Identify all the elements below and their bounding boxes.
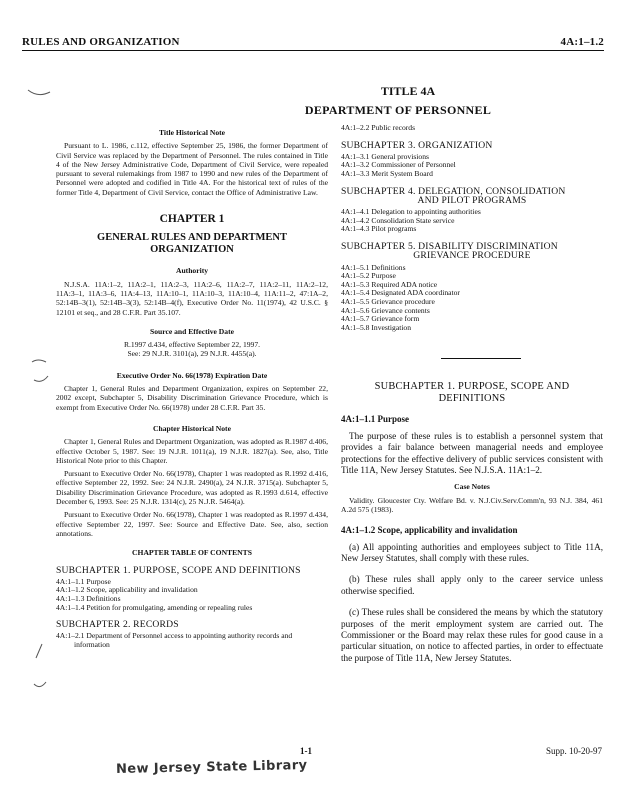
section-1-1-text: The purpose of these rules is to establish a personnel system that provides a fair balance between managerial needs and employee protections for the effective delivery of public services consistent with Title 11A, New Jersey Statutes. See N.J.S.A. 11A:1–2. <box>341 430 603 475</box>
toc-heading: CHAPTER TABLE OF CONTENTS <box>132 548 252 558</box>
title-historical-note-text: Pursuant to L. 1986, c.112, effective September 25, 1986, the former Department of Civil Service was replaced by the Department of Personnel. The rules contained in Title 4 of the New Jersey Administrative Code, Department of Civil Service, were repealed pursuant to several rulemakings from 1987 to 1990 and new rules of the Department of Personnel were adopted and codified in Title 4A. For the historical text of rules of the former Title 4, Department of Civil Service, contact the Office of Administrative Law. <box>56 141 328 197</box>
toc-subchapter-3-list <box>341 153 603 179</box>
toc-subchapter-1-heading: SUBCHAPTER 1. PURPOSE, SCOPE AND DEFINITIONS <box>56 564 301 576</box>
toc-subchapter-5-heading <box>341 242 603 261</box>
source-heading: Source and Effective Date <box>149 326 234 336</box>
header-left: RULES AND ORGANIZATION <box>22 36 180 48</box>
toc-item: 4A:1–4.2 Consolidation State service <box>341 215 455 225</box>
right-column <box>341 124 603 670</box>
authority-text: N.J.S.A. 11A:1–2, 11A:2–1, 11A:2–3, 11A:2–6, 11A:2–7, 11A:2–11, 11A:2–12, 11A:3–1, 11A:3–6, 11A:4–13, 11A:10–1, 11A:10–3, 11A:10–4, 11A:11–2, 47:1A–2, 52:14B–3(1), 52:14B–3(3), 52:14B–4(f), Executive Order No. 11(1974), 42 U.S.C. § 12101 et seq., and 28 C.F.R. Part 35.107. <box>56 279 328 317</box>
supplement-date: Supp. 10-20-97 <box>546 746 602 756</box>
header-right: 4A:1–1.2 <box>560 36 604 48</box>
toc-item: 4A:1–1.4 Petition for promulgating, amending or repealing rules <box>56 602 253 612</box>
chapter-historical-note-p3: Pursuant to Executive Order No. 66(1978), Chapter 1 was readopted as R.1997 d.434, effective September 22, 1997. See: Source and Effective Date. See, also, section annotations. <box>56 510 328 538</box>
chapter-title-line1: GENERAL RULES AND DEPARTMENT <box>97 232 287 244</box>
section-1-2-para-c: (c) These rules shall be considered the means by which the statutory purposes of the merit employment system are carried out. The Commissioner or the Board may relax these rules for good cause in a particular situation, on notice to affected parties, in order to effectuate the purpose of Title 11A, New Jersey Statutes. <box>341 607 603 663</box>
department-title: DEPARTMENT OF PERSONNEL <box>304 103 492 117</box>
toc-subchapter-4-heading <box>341 187 603 206</box>
source-line2: See: 29 N.J.R. 3101(a), 29 N.J.R. 4455(a). <box>127 349 257 359</box>
page-number: 1-1 <box>300 746 312 756</box>
eo-heading: Executive Order No. 66(1978) Expiration Date <box>116 370 268 380</box>
title-historical-note-heading: Title Historical Note <box>158 128 226 137</box>
margin-mark <box>32 640 52 690</box>
toc-item: 4A:1–5.3 Required ADA notice <box>341 279 438 289</box>
case-notes-text: Validity. Gloucester Cty. Welfare Bd. v. N.J.Civ.Serv.Comm'n, 93 N.J. 384, 461 A.2d 575 (1983). <box>341 495 603 514</box>
eo-text: Chapter 1, General Rules and Department Organization, expires on September 22, 2002 except, Subchapter 5, Disability Discrimination Grievance Procedure, which is exempt from Executive Order No. 66(1978) under 28 C.F.R. Part 35. <box>56 384 328 412</box>
toc-item: 4A:1–5.2 Purpose <box>341 271 396 281</box>
toc-subchapter-5-heading-line2: GRIEVANCE PROCEDURE <box>413 250 531 262</box>
toc-subchapter-4-heading-line1: SUBCHAPTER 4. DELEGATION, CONSOLIDATION <box>341 185 566 197</box>
toc-item: 4A:1–3.1 General provisions <box>341 151 429 161</box>
toc-item: 4A:1–1.2 Scope, applicability and invalidation <box>56 585 198 595</box>
source-lines <box>56 340 328 359</box>
toc-item: 4A:1–2.1 Department of Personnel access to appointing authority records and information <box>56 631 293 650</box>
section-1-2-para-a: (a) All appointing authorities and employees subject to Title 11A, New Jersey Statutes, shall comply with these rules. <box>341 541 603 563</box>
toc-subchapter-2-continued <box>341 124 603 133</box>
subchapter-1-heading <box>341 381 603 405</box>
toc-item: 4A:1–1.1 Purpose <box>56 576 111 586</box>
section-divider <box>441 358 521 359</box>
toc-item: 4A:1–3.3 Merit System Board <box>341 169 433 179</box>
section-1-1-title: 4A:1–1.1 Purpose <box>341 414 409 425</box>
toc-subchapter-1-list <box>56 578 328 612</box>
toc-item: 4A:1–1.3 Definitions <box>56 593 121 603</box>
toc-item: 4A:1–4.1 Delegation to appointing authorities <box>341 207 481 217</box>
running-header <box>22 34 604 48</box>
library-stamp: New Jersey State Library <box>115 757 308 778</box>
chapter-historical-note-heading: Chapter Historical Note <box>153 423 231 433</box>
toc-item: 4A:1–5.1 Definitions <box>341 262 406 272</box>
section-1-2-para-b: (b) These rules shall apply only to the career service unless otherwise specified. <box>341 574 603 596</box>
toc-subchapter-4-list <box>341 208 603 234</box>
chapter-title-line2: ORGANIZATION <box>150 244 234 256</box>
margin-mark <box>26 86 52 100</box>
chapter-title <box>56 232 328 256</box>
chapter-historical-note-p2: Pursuant to Executive Order No. 66(1978), Chapter 1 was readopted as R.1992 d.416, effective September 22, 1992. See: 24 N.J.R. 2490(a), 24 N.J.R. 3715(a). Subchapter 5, Disability Discrimination Grievance Procedure, was adopted as R.1993 d.614, effective December 6, 1993. See: 25 N.J.R. 1314(c), 25 N.J.R. 5464(a). <box>56 469 328 507</box>
toc-item: 4A:1–5.5 Grievance procedure <box>341 297 435 307</box>
toc-subchapter-3-heading: SUBCHAPTER 3. ORGANIZATION <box>341 139 493 151</box>
toc-subchapter-2-list <box>56 632 328 649</box>
toc-item: 4A:1–3.2 Commissioner of Personnel <box>341 160 456 170</box>
chapter-label: CHAPTER 1 <box>159 213 225 226</box>
toc-subchapter-2-heading: SUBCHAPTER 2. RECORDS <box>56 619 179 631</box>
toc-subchapter-4-heading-line2: AND PILOT PROGRAMS <box>417 194 527 206</box>
toc-item: 4A:1–5.8 Investigation <box>341 322 412 332</box>
section-1-2-title: 4A:1–1.2 Scope, applicability and invalidation <box>341 525 518 536</box>
title-4a: TITLE 4A <box>380 84 436 98</box>
toc-subchapter-5-heading-line1: SUBCHAPTER 5. DISABILITY DISCRIMINATION <box>341 241 558 253</box>
subchapter-1-heading-line1: SUBCHAPTER 1. PURPOSE, SCOPE AND <box>374 381 570 393</box>
subchapter-1-heading-line2: DEFINITIONS <box>438 393 506 405</box>
toc-item: 4A:1–5.6 Grievance contents <box>341 305 430 315</box>
source-line1: R.1997 d.434, effective September 22, 1997. <box>123 340 261 350</box>
chapter-historical-note-p1: Chapter 1, General Rules and Department Organization, was adopted as R.1987 d.406, effective October 5, 1987. See: 19 N.J.R. 1011(a), 19 N.J.R. 1827(a). See, also, Title Historical Note prior to this Chapter. <box>56 437 328 465</box>
toc-item: 4A:1–4.3 Pilot programs <box>341 224 417 234</box>
header-rule <box>22 50 604 51</box>
toc-item: 4A:1–5.7 Grievance form <box>341 314 420 324</box>
toc-item: 4A:1–5.4 Designated ADA coordinator <box>341 288 460 298</box>
authority-heading: Authority <box>175 266 209 276</box>
toc-subchapter-5-list <box>341 264 603 333</box>
toc-item: 4A:1–2.2 Public records <box>341 123 416 132</box>
margin-mark <box>28 356 52 386</box>
case-notes-heading: Case Notes <box>454 482 490 492</box>
left-column <box>56 124 328 650</box>
title-block <box>22 84 604 118</box>
